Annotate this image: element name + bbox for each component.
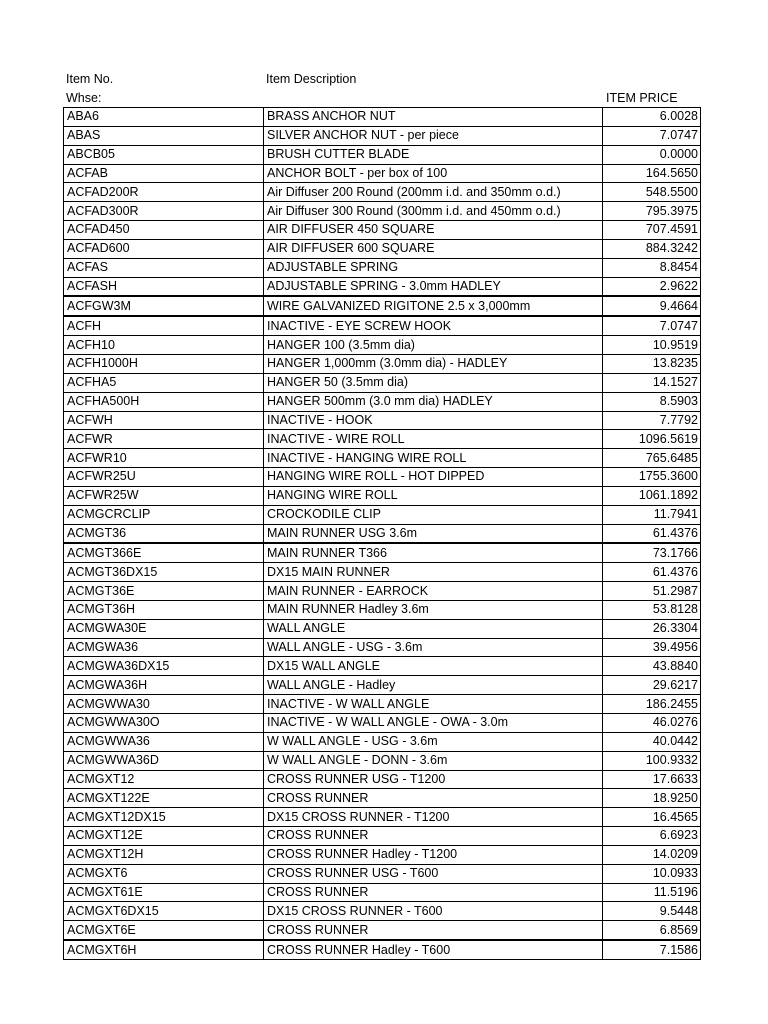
description-cell: AIR DIFFUSER 600 SQUARE	[264, 239, 603, 258]
price-cell: 13.8235	[603, 354, 701, 373]
table-row	[64, 808, 701, 827]
item-no-cell: ACFWR25U	[64, 468, 264, 487]
description-cell: ADJUSTABLE SPRING	[264, 258, 603, 277]
header-item-price: ITEM PRICE	[606, 91, 678, 105]
table-row	[64, 845, 701, 864]
table-row	[64, 277, 701, 296]
description-cell: ANCHOR BOLT - per box of 100	[264, 164, 603, 183]
description-cell: INACTIVE - HANGING WIRE ROLL	[264, 449, 603, 468]
description-cell: MAIN RUNNER - EARROCK	[264, 582, 603, 601]
price-cell: 707.4591	[603, 221, 701, 240]
price-cell: 6.8569	[603, 921, 701, 940]
description-cell: INACTIVE - WIRE ROLL	[264, 430, 603, 449]
item-no-cell: ACFAS	[64, 258, 264, 277]
price-cell: 1755.3600	[603, 468, 701, 487]
item-no-cell: ACFAD600	[64, 239, 264, 258]
description-cell: HANGING WIRE ROLL	[264, 486, 603, 505]
table-row	[64, 336, 701, 355]
price-cell: 2.9622	[603, 277, 701, 296]
item-no-cell: ACMGXT122E	[64, 789, 264, 808]
item-no-cell: ACFWR10	[64, 449, 264, 468]
price-cell: 61.4376	[603, 563, 701, 582]
description-cell: MAIN RUNNER Hadley 3.6m	[264, 600, 603, 619]
table-row	[64, 316, 701, 335]
table-row	[64, 827, 701, 846]
header-item-description: Item Description	[266, 72, 357, 86]
table-row	[64, 449, 701, 468]
table-row	[64, 108, 701, 127]
table-row	[64, 164, 701, 183]
item-no-cell: ACFH1000H	[64, 354, 264, 373]
table-row	[64, 354, 701, 373]
item-no-cell: ACMGWA30E	[64, 619, 264, 638]
price-cell: 40.0442	[603, 732, 701, 751]
price-cell: 17.6633	[603, 770, 701, 789]
price-cell: 1061.1892	[603, 486, 701, 505]
table-row	[64, 202, 701, 221]
description-cell: AIR DIFFUSER 450 SQUARE	[264, 221, 603, 240]
description-cell: DX15 CROSS RUNNER - T600	[264, 902, 603, 921]
item-no-cell: ACFH	[64, 316, 264, 335]
price-cell: 1096.5619	[603, 430, 701, 449]
price-cell: 884.3242	[603, 239, 701, 258]
table-row	[64, 714, 701, 733]
description-cell: CROSS RUNNER	[264, 883, 603, 902]
price-cell: 6.0028	[603, 108, 701, 127]
table-row	[64, 657, 701, 676]
price-cell: 11.5196	[603, 883, 701, 902]
price-cell: 0.0000	[603, 145, 701, 164]
table-row	[64, 695, 701, 714]
table-row	[64, 789, 701, 808]
item-no-cell: ACMGWA36DX15	[64, 657, 264, 676]
price-cell: 51.2987	[603, 582, 701, 601]
description-cell: MAIN RUNNER T366	[264, 543, 603, 562]
price-cell: 39.4956	[603, 638, 701, 657]
item-no-cell: ACMGXT12	[64, 770, 264, 789]
price-cell: 8.8454	[603, 258, 701, 277]
table-row	[64, 864, 701, 883]
price-cell: 61.4376	[603, 524, 701, 543]
description-cell: W WALL ANGLE - USG - 3.6m	[264, 732, 603, 751]
table-row	[64, 770, 701, 789]
description-cell: CROSS RUNNER Hadley - T1200	[264, 845, 603, 864]
description-cell: WALL ANGLE - Hadley	[264, 676, 603, 695]
table-row	[64, 486, 701, 505]
description-cell: HANGER 500mm (3.0 mm dia) HADLEY	[264, 392, 603, 411]
item-no-cell: ACMGXT12H	[64, 845, 264, 864]
table-row	[64, 430, 701, 449]
price-cell: 11.7941	[603, 505, 701, 524]
item-no-cell: ACFAD200R	[64, 183, 264, 202]
item-no-cell: ACFHA5	[64, 373, 264, 392]
description-cell: DX15 MAIN RUNNER	[264, 563, 603, 582]
description-cell: CROSS RUNNER	[264, 921, 603, 940]
item-no-cell: ACFHA500H	[64, 392, 264, 411]
description-cell: WALL ANGLE	[264, 619, 603, 638]
description-cell: HANGING WIRE ROLL - HOT DIPPED	[264, 468, 603, 487]
item-no-cell: ACMGXT6H	[64, 940, 264, 959]
item-no-cell: ACMGWA36H	[64, 676, 264, 695]
price-cell: 7.7792	[603, 411, 701, 430]
description-cell: INACTIVE - EYE SCREW HOOK	[264, 316, 603, 335]
price-cell: 29.6217	[603, 676, 701, 695]
table-row	[64, 145, 701, 164]
table-row	[64, 373, 701, 392]
description-cell: W WALL ANGLE - DONN - 3.6m	[264, 751, 603, 770]
table-row	[64, 543, 701, 562]
description-cell: CROCKODILE CLIP	[264, 505, 603, 524]
table-row	[64, 902, 701, 921]
item-no-cell: ACMGWWA36	[64, 732, 264, 751]
item-no-cell: ABAS	[64, 126, 264, 145]
table-row	[64, 563, 701, 582]
item-no-cell: ACMGT36DX15	[64, 563, 264, 582]
price-cell: 7.1586	[603, 940, 701, 959]
description-cell: MAIN RUNNER USG 3.6m	[264, 524, 603, 543]
description-cell: Air Diffuser 200 Round (200mm i.d. and 350mm o.d.)	[264, 183, 603, 202]
item-no-cell: ACMGT36E	[64, 582, 264, 601]
item-no-cell: ACFGW3M	[64, 296, 264, 316]
price-cell: 186.2455	[603, 695, 701, 714]
description-cell: CROSS RUNNER USG - T1200	[264, 770, 603, 789]
price-cell: 73.1766	[603, 543, 701, 562]
price-cell: 9.4664	[603, 296, 701, 316]
item-no-cell: ACMGWWA30O	[64, 714, 264, 733]
table-row	[64, 619, 701, 638]
price-cell: 14.0209	[603, 845, 701, 864]
item-no-cell: ACMGT366E	[64, 543, 264, 562]
item-no-cell: ACFWR25W	[64, 486, 264, 505]
price-cell: 6.6923	[603, 827, 701, 846]
price-cell: 100.9332	[603, 751, 701, 770]
item-no-cell: ACMGCRCLIP	[64, 505, 264, 524]
table-row	[64, 638, 701, 657]
price-cell: 14.1527	[603, 373, 701, 392]
price-cell: 16.4565	[603, 808, 701, 827]
table-row	[64, 732, 701, 751]
description-cell: WALL ANGLE - USG - 3.6m	[264, 638, 603, 657]
table-row	[64, 392, 701, 411]
item-no-cell: ACFAD450	[64, 221, 264, 240]
description-cell: CROSS RUNNER	[264, 827, 603, 846]
table-row	[64, 239, 701, 258]
table-row	[64, 411, 701, 430]
description-cell: Air Diffuser 300 Round (300mm i.d. and 450mm o.d.)	[264, 202, 603, 221]
table-row	[64, 600, 701, 619]
item-no-cell: ACMGWWA36D	[64, 751, 264, 770]
table-row	[64, 258, 701, 277]
table-row	[64, 883, 701, 902]
description-cell: ADJUSTABLE SPRING - 3.0mm HADLEY	[264, 277, 603, 296]
item-no-cell: ACMGXT61E	[64, 883, 264, 902]
item-no-cell: ACFH10	[64, 336, 264, 355]
price-cell: 18.9250	[603, 789, 701, 808]
price-list-table	[63, 107, 701, 960]
price-cell: 7.0747	[603, 316, 701, 335]
table-row	[64, 183, 701, 202]
item-no-cell: ACMGXT6DX15	[64, 902, 264, 921]
description-cell: CROSS RUNNER	[264, 789, 603, 808]
price-cell: 10.9519	[603, 336, 701, 355]
table-row	[64, 524, 701, 543]
item-no-cell: ACMGXT6	[64, 864, 264, 883]
item-no-cell: ACFAD300R	[64, 202, 264, 221]
item-no-cell: ACMGT36	[64, 524, 264, 543]
description-cell: CROSS RUNNER Hadley - T600	[264, 940, 603, 959]
description-cell: DX15 WALL ANGLE	[264, 657, 603, 676]
description-cell: INACTIVE - W WALL ANGLE - OWA - 3.0m	[264, 714, 603, 733]
price-cell: 765.6485	[603, 449, 701, 468]
table-row	[64, 468, 701, 487]
item-no-cell: ACMGWA36	[64, 638, 264, 657]
item-no-cell: ACMGWWA30	[64, 695, 264, 714]
description-cell: BRASS ANCHOR NUT	[264, 108, 603, 127]
description-cell: BRUSH CUTTER BLADE	[264, 145, 603, 164]
table-row	[64, 921, 701, 940]
description-cell: DX15 CROSS RUNNER - T1200	[264, 808, 603, 827]
table-row	[64, 676, 701, 695]
header-item-no: Item No.	[66, 72, 114, 86]
description-cell: HANGER 100 (3.5mm dia)	[264, 336, 603, 355]
item-no-cell: ACFWH	[64, 411, 264, 430]
description-cell: WIRE GALVANIZED RIGITONE 2.5 x 3,000mm	[264, 296, 603, 316]
description-cell: INACTIVE - HOOK	[264, 411, 603, 430]
description-cell: HANGER 50 (3.5mm dia)	[264, 373, 603, 392]
price-cell: 53.8128	[603, 600, 701, 619]
table-row	[64, 505, 701, 524]
table-row	[64, 126, 701, 145]
description-cell: INACTIVE - W WALL ANGLE	[264, 695, 603, 714]
table-row	[64, 221, 701, 240]
price-cell: 7.0747	[603, 126, 701, 145]
item-no-cell: ABA6	[64, 108, 264, 127]
table-row	[64, 751, 701, 770]
item-no-cell: ACFASH	[64, 277, 264, 296]
table-row	[64, 582, 701, 601]
item-no-cell: ACMGXT12DX15	[64, 808, 264, 827]
table-row	[64, 940, 701, 959]
price-cell: 10.0933	[603, 864, 701, 883]
header-whse: Whse:	[66, 91, 102, 105]
description-cell: CROSS RUNNER USG - T600	[264, 864, 603, 883]
price-cell: 548.5500	[603, 183, 701, 202]
item-no-cell: ABCB05	[64, 145, 264, 164]
item-no-cell: ACFAB	[64, 164, 264, 183]
item-no-cell: ACFWR	[64, 430, 264, 449]
item-no-cell: ACMGT36H	[64, 600, 264, 619]
description-cell: SILVER ANCHOR NUT - per piece	[264, 126, 603, 145]
table-row	[64, 296, 701, 316]
price-cell: 9.5448	[603, 902, 701, 921]
description-cell: HANGER 1,000mm (3.0mm dia) - HADLEY	[264, 354, 603, 373]
price-cell: 8.5903	[603, 392, 701, 411]
price-cell: 46.0276	[603, 714, 701, 733]
price-list-body	[64, 108, 701, 960]
price-cell: 43.8840	[603, 657, 701, 676]
price-cell: 795.3975	[603, 202, 701, 221]
price-cell: 164.5650	[603, 164, 701, 183]
item-no-cell: ACMGXT12E	[64, 827, 264, 846]
item-no-cell: ACMGXT6E	[64, 921, 264, 940]
price-cell: 26.3304	[603, 619, 701, 638]
